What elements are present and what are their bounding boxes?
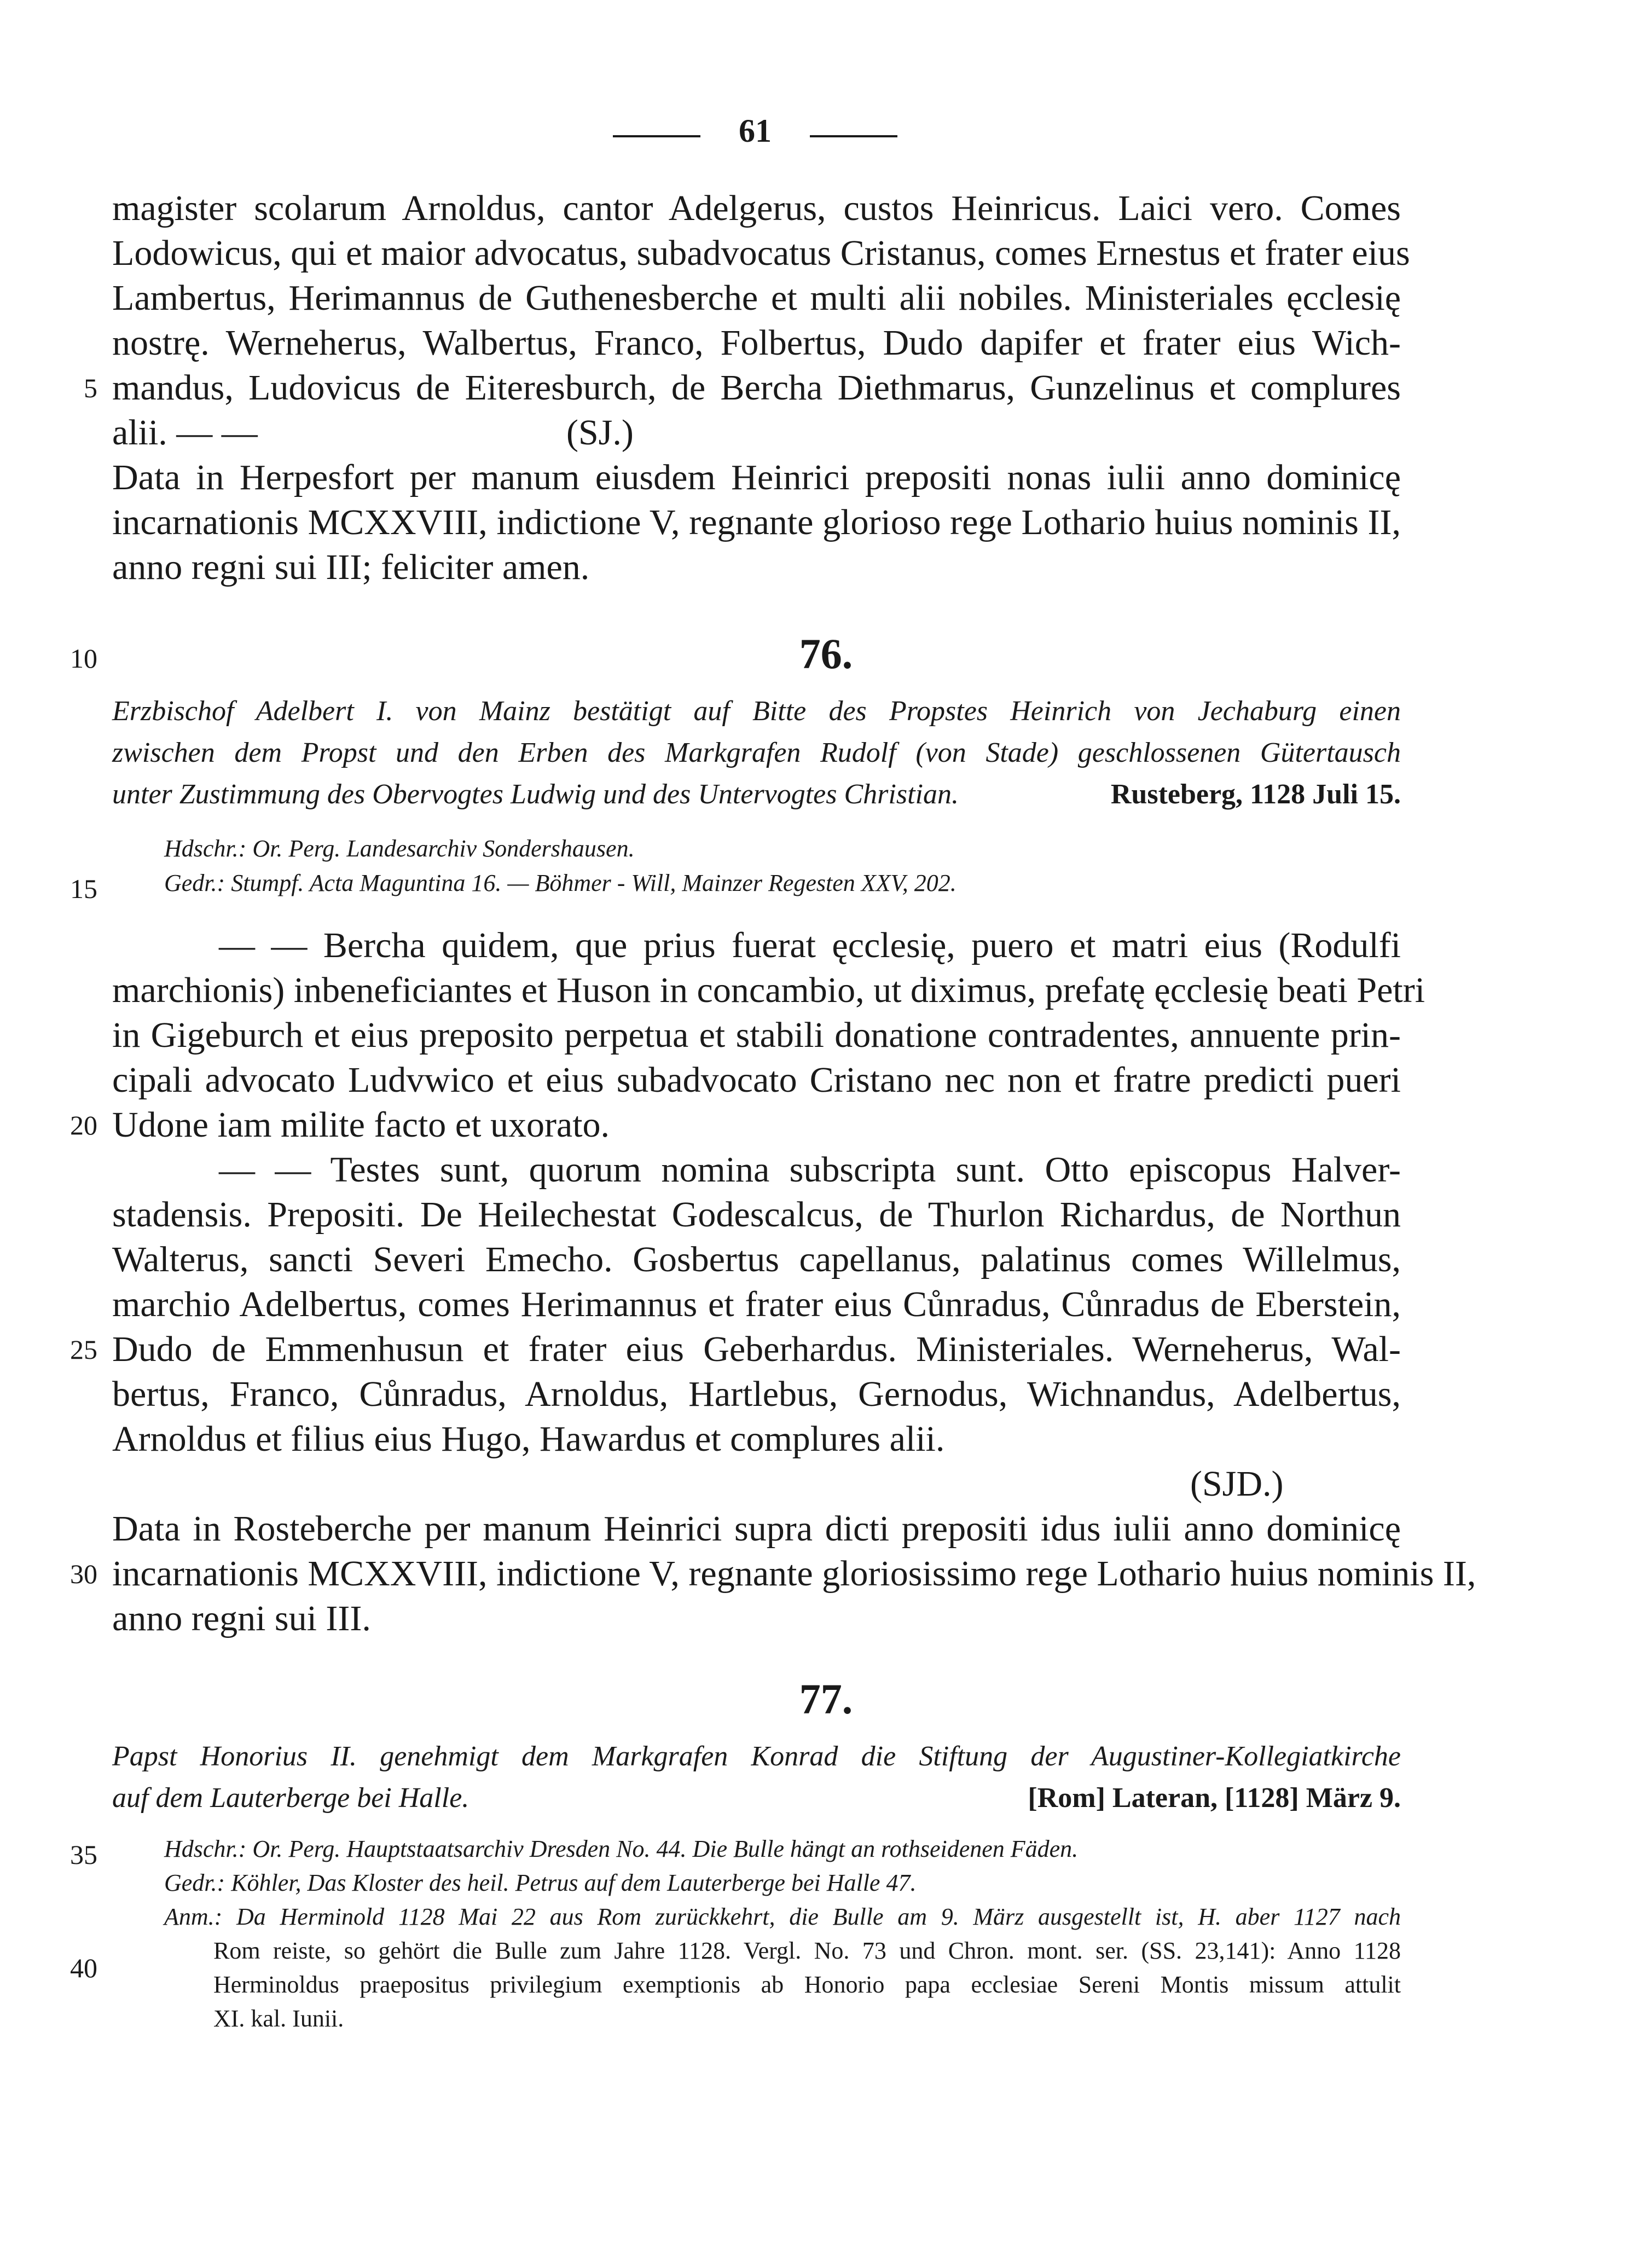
source-label: Hdschr.: bbox=[164, 1835, 247, 1862]
annotation-line: Herminoldus praepositus privilegium exemptionis ab Honorio papa ecclesiae Sereni Montis missum attulit bbox=[213, 1971, 1401, 1998]
document-number: 76. bbox=[799, 630, 853, 677]
line-number: 25 bbox=[70, 1334, 97, 1365]
text-line: anno regni sui III; feliciter amen. bbox=[112, 547, 590, 587]
regest-line: Erzbischof Adelbert I. von Mainz bestätigt auf Bitte des Propstes Heinrich von Jechaburg einen bbox=[112, 696, 1401, 727]
source-text: Da Herminold 1128 Mai 22 aus Rom zurückkehrt, die Bulle am 9. März ausgestellt ist, H. aber 1127 nach bbox=[236, 1903, 1401, 1930]
text-line: Lambertus, Herimannus de Guthenesberche et multi alii nobiles. Ministeriales ęcclesię bbox=[112, 278, 1401, 318]
line-number: 20 bbox=[70, 1110, 97, 1140]
regest-line: zwischen dem Propst und den Erben des Markgrafen Rudolf (von Stade) geschlossenen Gütertausch bbox=[112, 737, 1401, 768]
running-head bbox=[613, 112, 897, 156]
running-head-rule-right bbox=[810, 135, 897, 137]
text-line: Data in Rosteberche per manum Heinrici supra dicti prepositi idus iulii anno dominicę bbox=[112, 1509, 1401, 1549]
source-note bbox=[164, 832, 1401, 866]
annotation-line: Rom reiste, so gehört die Bulle zum Jahre 1128. Vergl. No. 73 und Chron. mont. ser. (SS. 23,141): Anno 1128 bbox=[213, 1937, 1401, 1964]
source-label: Hdschr.: bbox=[164, 835, 247, 862]
line-number: 10 bbox=[70, 643, 97, 674]
line-number: 35 bbox=[70, 1839, 97, 1870]
source-text: Stumpf. Acta Maguntina 16. — Böhmer - Will, Mainzer Regesten XXV, 202. bbox=[231, 870, 957, 896]
text-line: incarnationis MCXXVIII, indictione V, regnante gloriosissimo rege Lothario huius nominis II, bbox=[112, 1554, 1476, 1594]
text-line: marchionis) inbeneficiantes et Huson in concambio, ut diximus, prefatę ęcclesię beati Petri bbox=[112, 970, 1425, 1010]
text-line: Udone iam milite facto et uxorato. bbox=[112, 1105, 610, 1145]
source-text: Köhler, Das Kloster des heil. Petrus auf dem Lauterberge bei Halle 47. bbox=[231, 1869, 917, 1896]
source-text: Or. Perg. Landesarchiv Sondershausen. bbox=[252, 835, 635, 862]
text-line: magister scolarum Arnoldus, cantor Adelgerus, custos Heinricus. Laici vero. Comes bbox=[112, 188, 1401, 228]
text-line: — — Testes sunt, quorum nomina subscripta sunt. Otto episcopus Halver- bbox=[219, 1150, 1401, 1190]
source-label: Gedr.: bbox=[164, 1869, 225, 1896]
line-number: 5 bbox=[84, 373, 97, 403]
text-line: stadensis. Prepositi. De Heilechestat Godescalcus, de Thurlon Richardus, de Northun bbox=[112, 1195, 1401, 1235]
regest-date: Rusteberg, 1128 Juli 15. bbox=[1110, 779, 1401, 810]
source-label: Gedr.: bbox=[164, 870, 225, 896]
text-line: Arnoldus et filius eius Hugo, Hawardus et complures alii. bbox=[112, 1419, 945, 1459]
line-number: 30 bbox=[70, 1559, 97, 1589]
line-number: 15 bbox=[70, 873, 97, 904]
page-number: 61 bbox=[739, 113, 772, 149]
regest-line: Papst Honorius II. genehmigt dem Markgrafen Konrad die Stiftung der Augustiner-Kollegiatkirche bbox=[112, 1741, 1401, 1772]
text-line: marchio Adelbertus, comes Herimannus et frater eius Cůnradus, Cůnradus de Eberstein, bbox=[112, 1284, 1401, 1324]
text-line: — — Bercha quidem, que prius fuerat ęcclesię, puero et matri eius (Rodulfi bbox=[219, 925, 1401, 965]
siglum: (SJ.) bbox=[566, 413, 634, 453]
text-line: cipali advocato Ludvwico et eius subadvocato Cristano nec non et fratre predicti pueri bbox=[112, 1060, 1401, 1100]
text-line: Dudo de Emmenhusun et frater eius Geberhardus. Ministeriales. Werneherus, Wal- bbox=[112, 1329, 1401, 1369]
source-note bbox=[164, 1832, 1401, 1866]
source-note bbox=[164, 1866, 1401, 1900]
regest-date: [Rom] Lateran, [1128] März 9. bbox=[1028, 1782, 1401, 1814]
document-number: 77. bbox=[799, 1675, 853, 1723]
text-line: Data in Herpesfort per manum eiusdem Heinrici prepositi nonas iulii anno dominicę bbox=[112, 457, 1401, 497]
source-note bbox=[164, 866, 1401, 900]
text-line: incarnationis MCXXVIII, indictione V, regnante glorioso rege Lothario huius nominis II, bbox=[112, 502, 1401, 542]
text-line: nostrę. Werneherus, Walbertus, Franco, Folbertus, Dudo dapifer et frater eius Wich- bbox=[112, 323, 1401, 363]
source-text: Or. Perg. Hauptstaatsarchiv Dresden No. 44. Die Bulle hängt an rothseidenen Fäden. bbox=[252, 1835, 1079, 1862]
regest-line: auf dem Lauterberge bei Halle. bbox=[112, 1782, 469, 1814]
text-line: in Gigeburch et eius preposito perpetua et stabili donatione contradentes, annuente prin- bbox=[112, 1015, 1401, 1055]
text-line: bertus, Franco, Cůnradus, Arnoldus, Hartlebus, Gernodus, Wichnandus, Adelbertus, bbox=[112, 1374, 1401, 1414]
source-label: Anm.: bbox=[164, 1903, 223, 1930]
regest-line: unter Zustimmung des Obervogtes Ludwig und des Untervogtes Christian. bbox=[112, 779, 959, 810]
annotation-line: XI. kal. Iunii. bbox=[213, 2005, 344, 2032]
text-line: Walterus, sancti Severi Emecho. Gosbertus capellanus, palatinus comes Willelmus, bbox=[112, 1240, 1401, 1279]
text-line: Lodowicus, qui et maior advocatus, subadvocatus Cristanus, comes Ernestus et frater eius bbox=[112, 233, 1410, 273]
text-line: anno regni sui III. bbox=[112, 1598, 371, 1638]
text-line: mandus, Ludovicus de Eiteresburch, de Bercha Diethmarus, Gunzelinus et complures bbox=[112, 368, 1401, 408]
source-note bbox=[164, 1900, 1401, 1934]
text-line: alii. — — bbox=[112, 413, 258, 453]
line-number: 40 bbox=[70, 1953, 97, 1983]
siglum: (SJD.) bbox=[1190, 1464, 1284, 1504]
